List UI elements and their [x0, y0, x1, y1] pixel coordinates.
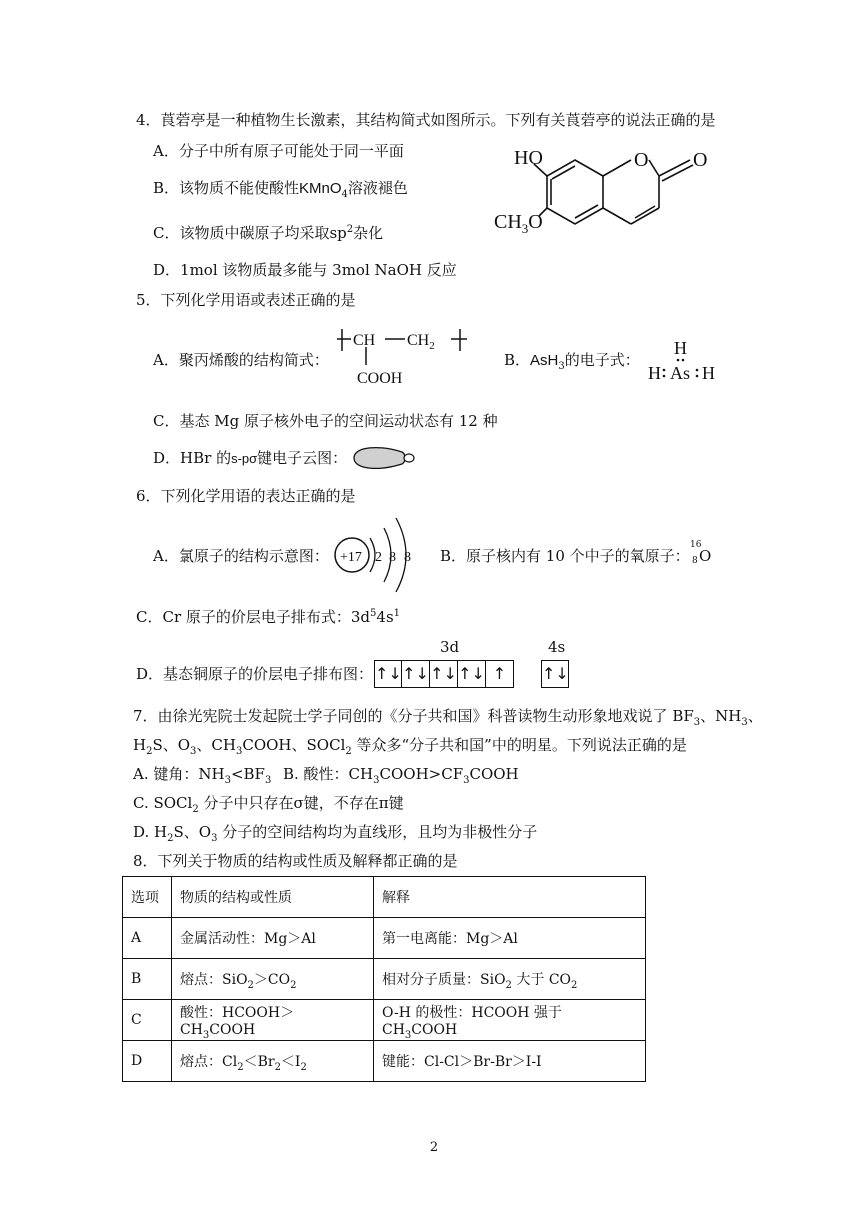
chlorine-atom-diagram: [330, 512, 420, 598]
table-row: [123, 1000, 646, 1041]
q8-stem: 8．下列关于物质的结构或性质及解释都正确的是: [133, 852, 458, 870]
q4-option-d: D．1mol 该物质最多能与 3mol NaOH 反应: [153, 261, 457, 279]
ash3-electron-formula: [644, 336, 724, 386]
page-number: 2: [429, 1140, 439, 1155]
q5-stem: 5．下列化学用语或表述正确的是: [136, 291, 356, 309]
explanation-cell: 第一电离能：Mg＞Al: [374, 918, 646, 959]
svg-text:2: 2: [375, 550, 382, 565]
explanation-cell: O-H 的极性：HCOOH 强于 $CH_3COOH$: [374, 1000, 646, 1041]
orbital-box: ↑↓: [402, 660, 430, 688]
electron-cloud-icon: [350, 442, 420, 474]
ring-o-label: O: [634, 149, 649, 171]
orbital-box: ↑↓: [374, 660, 402, 688]
q6-option-c: C．Cr 原子的价层电子排布式：$3d^54s^1$: [136, 608, 401, 626]
q7-option-d: D. $H_2S$、$O_3$ 分子的空间结构均为直线形，且均为非极性分子: [133, 823, 538, 844]
q7-stem-line2: $H_2S$、$O_3$、$CH_3COOH$、SOCl$_2$ 等众多“分子共和国”中的明星。下列说法正确的是: [133, 736, 687, 757]
orbital-box: ↑↓: [458, 660, 486, 688]
svg-text:As: As: [670, 363, 691, 383]
ch2-group: $CH_2$: [407, 332, 435, 352]
svg-text:8: 8: [404, 550, 411, 565]
table-header-row: [123, 877, 646, 918]
q8-table: [122, 876, 646, 1082]
q5-option-a-label: A．聚丙烯酸的结构简式：: [153, 351, 329, 369]
oxygen-isotope: 16 8 O: [690, 540, 712, 566]
ch3o-label: $CH_3O$: [494, 211, 543, 236]
property-cell: 金属活动性：Mg＞Al: [172, 918, 374, 959]
q5-option-b-label: B．AsH$_3$的电子式：: [504, 351, 640, 372]
carbonyl-o-label: O: [693, 149, 708, 171]
option-cell: C: [123, 1000, 172, 1041]
table-row: [123, 1041, 646, 1082]
q7-option-c: C. SOCl$_2$ 分子中只存在σ键，不存在π键: [133, 794, 404, 815]
svg-text:8: 8: [389, 550, 396, 565]
header-cell: 物质的结构或性质: [172, 877, 374, 918]
q7-option-b: B. 酸性：$CH_3COOH>CF_3COOH$: [283, 765, 519, 786]
orbital-boxes-4s: [541, 660, 569, 688]
cooh-group: COOH: [357, 370, 403, 387]
svg-text:H: H: [648, 363, 661, 383]
option-cell: B: [123, 959, 172, 1000]
q6-stem: 6．下列化学用语的表达正确的是: [136, 487, 356, 505]
svg-text:H: H: [674, 338, 687, 358]
property-cell: 熔点：$Cl_2<Br_2<I_2$: [172, 1041, 374, 1082]
option-cell: A: [123, 918, 172, 959]
orbital-box: ↑↓: [430, 660, 458, 688]
scopoletin-structure: [490, 138, 730, 248]
property-cell: 酸性：$HCOOH>CH_3COOH$: [172, 1000, 374, 1041]
header-cell: 解释: [374, 877, 646, 918]
q7-option-a: A. 键角：$NH_3<BF_3$: [133, 765, 272, 786]
q4-option-a: A．分子中所有原子可能处于同一平面: [153, 142, 404, 160]
q6-option-d-label: D．基态铜原子的价层电子排布图：: [136, 665, 374, 683]
explanation-cell: 键能：Cl-Cl＞Br-Br＞I-I: [374, 1041, 646, 1082]
svg-text:+17: +17: [340, 550, 362, 565]
q4-stem: 4．莨菪亭是一种植物生长激素，其结构简式如图所示。下列有关莨菪亭的说法正确的是: [136, 111, 716, 129]
table-row: [123, 959, 646, 1000]
ho-label: HO: [514, 147, 543, 169]
label-4s: 4s: [548, 638, 566, 656]
orbital-box: ↑: [486, 660, 514, 688]
table-row: [123, 918, 646, 959]
property-cell: 熔点：$SiO_2>CO_2$: [172, 959, 374, 1000]
explanation-cell: 相对分子质量：SiO$_2$ 大于 $CO_2$: [374, 959, 646, 1000]
label-3d: 3d: [440, 638, 460, 656]
q5-option-c: C．基态 Mg 原子核外电子的空间运动状态有 12 种: [153, 412, 498, 430]
option-cell: D: [123, 1041, 172, 1082]
q6-option-b-label: B．原子核内有 10 个中子的氧原子：: [440, 547, 690, 565]
q6-option-a-label: A．氯原子的结构示意图：: [153, 547, 329, 565]
svg-text:H: H: [702, 363, 715, 383]
orbital-box: ↑↓: [541, 660, 569, 688]
ch-group: CH: [353, 332, 376, 349]
q4-option-c: C．该物质中碳原子均采取$sp^2$杂化: [153, 224, 384, 242]
q4-option-b: B．该物质不能使酸性KMnO$_4$溶液褪色: [153, 179, 408, 200]
q7-stem-line1: 7．由徐光宪院士发起院士学子同创的《分子共和国》科普读物生动形象地戏说了 $BF_3$、$NH_3$、: [133, 707, 763, 728]
orbital-boxes-3d: [374, 660, 514, 688]
polyacrylic-acid-structure: [333, 325, 473, 391]
q5-option-d: D．HBr 的s-pσ键电子云图：: [153, 449, 348, 467]
header-cell: 选项: [123, 877, 172, 918]
